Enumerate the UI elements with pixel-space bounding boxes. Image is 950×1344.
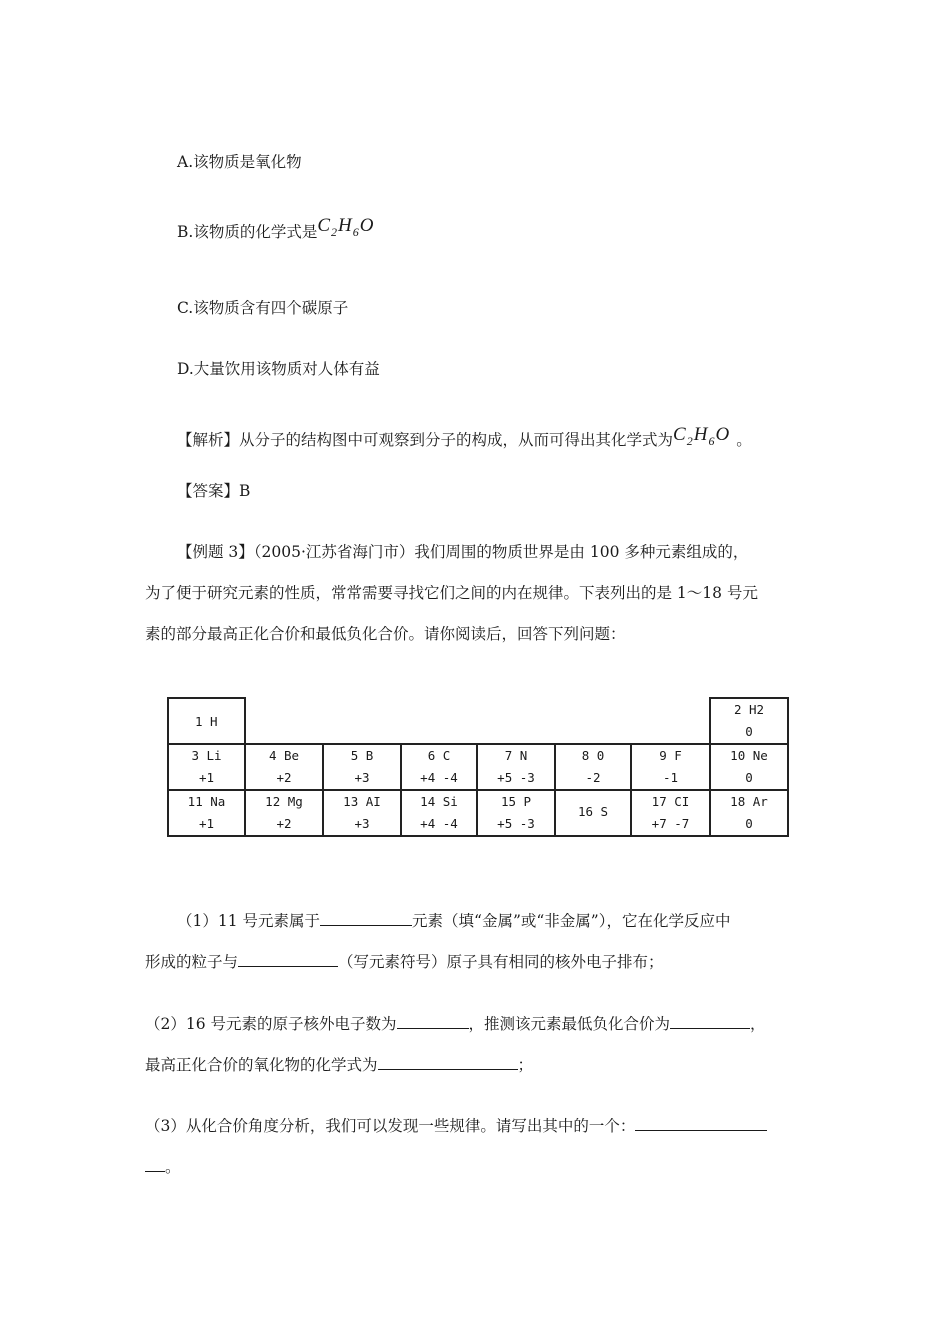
question-1-line-2: 形成的粒子与 （写元素符号）原子具有相同的核外电子排布； <box>145 950 664 972</box>
formula-c2h6o: $C_2H_6O$ <box>317 215 375 239</box>
cell-13-al: 13 AI +3 <box>322 789 402 837</box>
cell-8-o: 8 0 -2 <box>554 743 632 791</box>
option-a-text: A.该物质是氧化物 <box>177 153 302 171</box>
cell-9-f: 9 F -1 <box>630 743 711 791</box>
cell-6-c: 6 C +4 -4 <box>400 743 478 791</box>
question-3-line-2: 。 <box>145 1155 181 1177</box>
cell-14-si: 14 Si +4 -4 <box>400 789 478 837</box>
question-2-line-2: 最高正化合价的氧化物的化学式为 ； <box>145 1053 533 1075</box>
cell-2-h2: 2 H2 0 <box>709 697 789 745</box>
question-3-line-1: （3）从化合价角度分析，我们可以发现一些规律。请写出其中的一个： <box>145 1114 767 1136</box>
answer-blank-1[interactable] <box>320 909 412 926</box>
answer-blank-3[interactable] <box>397 1012 469 1029</box>
question-1-line-1: （1）11 号元素属于 元素（填“金属”或“非金属”），它在化学反应中 <box>177 909 730 931</box>
cell-18-ar: 18 Ar 0 <box>709 789 789 837</box>
option-d-text: D.大量饮用该物质对人体有益 <box>177 360 380 378</box>
answer-label: 【答案】 <box>177 482 240 500</box>
example-line-2: 为了便于研究元素的性质，常常需要寻找它们之间的内在规律。下表列出的是 1～18 号元 <box>145 584 758 602</box>
example-line-1: 【例题 3】（2005·江苏省海门市）我们周围的物质世界是由 100 多种元素组成的， <box>177 543 749 561</box>
option-b-text: B.该物质的化学式是 <box>177 223 318 241</box>
answer <box>177 481 250 501</box>
answer-blank-6-cont[interactable] <box>145 1155 165 1172</box>
analysis-formula: $C_2H_6O$ <box>673 424 731 448</box>
example-label: 【例题 3】 <box>177 543 254 561</box>
cell-1-h: 1 H <box>167 697 246 745</box>
option-b <box>177 215 375 248</box>
cell-4-be: 4 Be +2 <box>244 743 324 791</box>
option-a <box>177 152 302 172</box>
analysis-text: 从分子的结构图中可观察到分子的构成，从而可得出其化学式为 <box>239 431 674 449</box>
option-d <box>177 359 380 379</box>
cell-7-n: 7 N +5 -3 <box>476 743 556 791</box>
cell-16-s: 16 S <box>554 789 632 837</box>
example-line-3: 素的部分最高正化合价和最低负化合价。请你阅读后，回答下列问题： <box>145 625 626 643</box>
analysis-label: 【解析】 <box>177 431 240 449</box>
question-2-line-1: （2）16 号元素的原子核外电子数为 ，推测该元素最低负化合价为 ， <box>145 1012 766 1034</box>
cell-5-b: 5 B +3 <box>322 743 402 791</box>
answer-value: B <box>239 482 251 500</box>
answer-blank-5[interactable] <box>378 1053 518 1070</box>
cell-15-p: 15 P +5 -3 <box>476 789 556 837</box>
valence-table <box>167 697 789 837</box>
answer-blank-6[interactable] <box>635 1114 767 1131</box>
cell-12-mg: 12 Mg +2 <box>244 789 324 837</box>
cell-17-cl: 17 CI +7 -7 <box>630 789 711 837</box>
cell-10-ne: 10 Ne 0 <box>709 743 789 791</box>
analysis: 【解析】从分子的结构图中可观察到分子的构成，从而可得出其化学式为$C_2H_6O$ 。 <box>177 424 752 449</box>
answer-blank-4[interactable] <box>670 1012 750 1029</box>
option-c-text: C.该物质含有四个碳原子 <box>177 299 349 317</box>
cell-3-li: 3 Li +1 <box>167 743 246 791</box>
option-c <box>177 298 348 318</box>
cell-11-na: 11 Na +1 <box>167 789 246 837</box>
answer-blank-2[interactable] <box>238 950 338 967</box>
